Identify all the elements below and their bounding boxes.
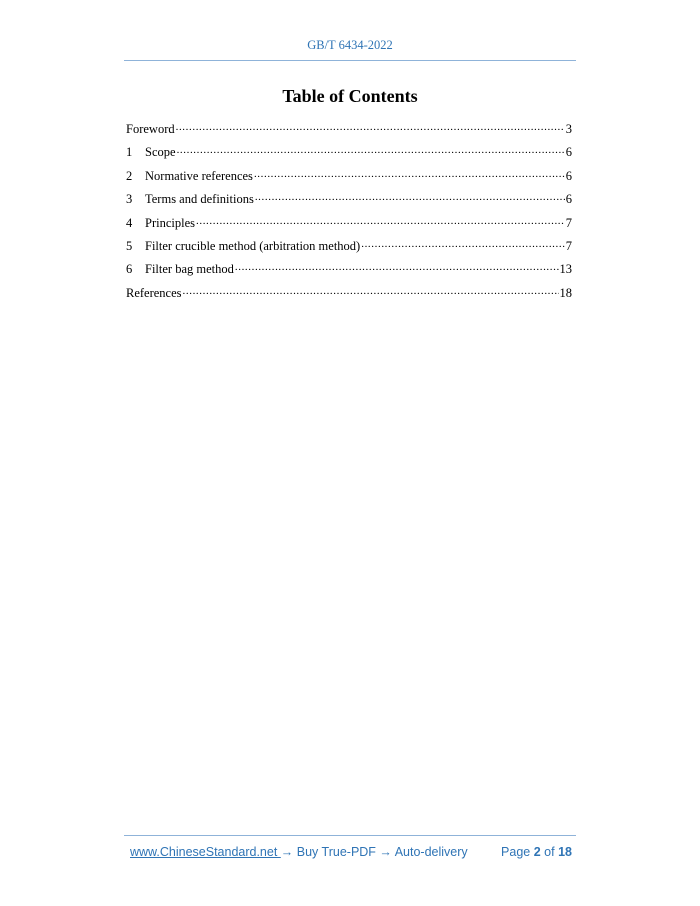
toc-dot-leader <box>255 191 565 203</box>
toc-dot-leader <box>183 285 559 297</box>
total-pages: 18 <box>558 845 572 859</box>
toc-entry-foreword[interactable] <box>126 120 572 143</box>
toc-dot-leader <box>176 121 565 133</box>
toc-dot-leader <box>177 144 565 156</box>
toc-entry-label: Filter bag method <box>145 262 234 277</box>
toc-entry-label: Foreword <box>126 122 175 136</box>
toc-entry-terms-and-definitions[interactable] <box>126 190 572 213</box>
toc-entry-filter-crucible-method[interactable] <box>126 237 572 260</box>
toc-dot-leader <box>235 261 559 273</box>
page-of: of <box>544 845 555 859</box>
toc-entry-number: 4 <box>126 215 133 230</box>
toc-entry-page: 6 <box>565 168 572 183</box>
toc-entry-number: 2 <box>126 168 133 183</box>
toc-entry-number: 6 <box>126 262 133 277</box>
toc-entry-label: Normative references <box>145 168 253 183</box>
page-indicator <box>501 845 572 859</box>
toc-entry-filter-bag-method[interactable] <box>126 260 572 283</box>
toc-dot-leader <box>361 238 565 250</box>
toc-entry-label: Filter crucible method (arbitration method) <box>145 238 361 253</box>
toc-dot-leader <box>254 168 565 180</box>
footer <box>130 845 572 859</box>
header-divider <box>124 60 576 61</box>
page-prefix: Page <box>501 845 531 859</box>
toc-entry-number: 1 <box>126 145 133 160</box>
toc-entry-number: 3 <box>126 192 133 207</box>
toc-entry-page: 7 <box>565 215 572 230</box>
toc-entry-page: 18 <box>559 285 572 300</box>
toc-entry-page: 6 <box>565 192 572 207</box>
footer-tagline: → Buy True-PDF → Auto-delivery <box>280 845 468 859</box>
toc-entry-scope[interactable] <box>126 143 572 166</box>
site-link[interactable]: www.ChineseStandard.net <box>130 845 281 859</box>
footer-divider <box>124 835 576 836</box>
toc-entry-principles[interactable] <box>126 214 572 237</box>
current-page-number: 2 <box>533 845 541 859</box>
toc-entry-label: References <box>126 285 182 300</box>
toc-entry-normative-references[interactable] <box>126 167 572 190</box>
toc-entry-number: 5 <box>126 238 133 253</box>
toc-entry-label: Scope <box>145 145 176 160</box>
footer-promo <box>130 845 468 859</box>
toc-entry-page: 13 <box>559 262 572 277</box>
toc-entry-page: 7 <box>565 238 572 253</box>
header-standard-code: GB/T 6434-2022 <box>307 38 393 52</box>
toc-entry-label: Principles <box>145 215 195 230</box>
toc-entry-page: 3 <box>565 122 572 136</box>
toc-entry-label: Terms and definitions <box>145 192 254 207</box>
toc-title: Table of Contents <box>282 86 418 106</box>
toc-entry-page: 6 <box>565 145 572 160</box>
toc-entry-references[interactable] <box>126 284 572 307</box>
table-of-contents <box>126 120 572 307</box>
toc-dot-leader <box>196 215 565 227</box>
